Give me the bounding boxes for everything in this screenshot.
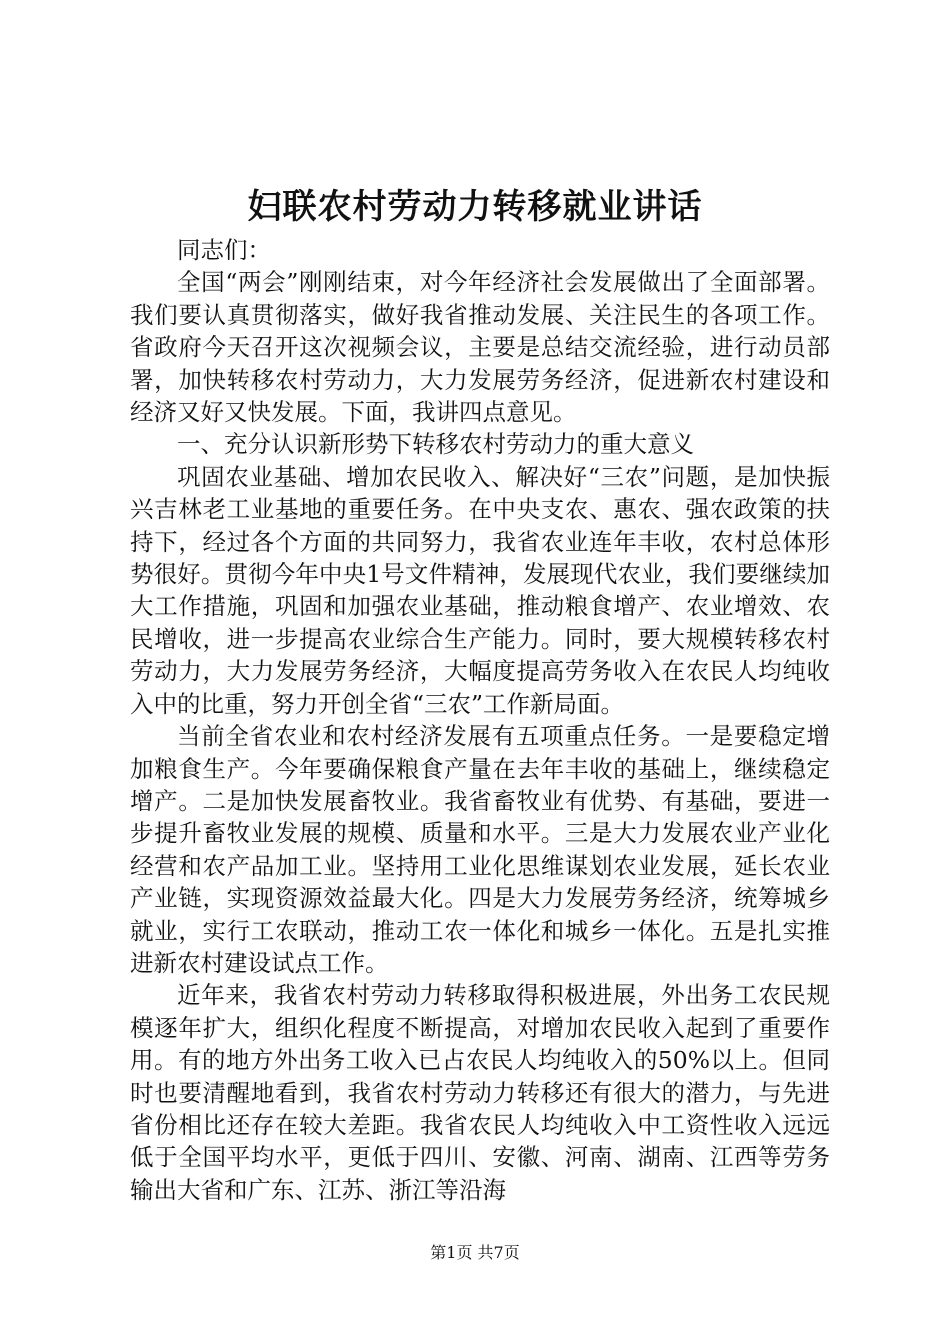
document-title: 妇联农村劳动力转移就业讲话 (247, 187, 703, 227)
document-body (130, 234, 830, 1206)
body-paragraph: 当前全省农业和农村经济发展有五项重点任务。一是要稳定增加粮食生产。今年要确保粮食产量在去年丰收的基础上，继续稳定增产。二是加快发展畜牧业。我省畜牧业有优势、有基础，要进一步提升畜牧业发展的规模、质量和水平。三是大力发展农业产业化经营和农产品加工业。坚持用工业化思维谋划农业发展，延长农业产业链，实现资源效益最大化。四是大力发展劳务经济，统筹城乡就业，实行工农联动，推动工农一体化和城乡一体化。五是扎实推进新农村建设试点工作。 (130, 722, 830, 977)
section-heading: 一、充分认识新形势下转移农村劳动力的重大意义 (177, 430, 694, 459)
intro-paragraph: 全国“两会”刚刚结束，对今年经济社会发展做出了全面部署。我们要认真贯彻落实，做好我省推动发展、关注民生的各项工作。省政府今天召开这次视频会议，主要是总结交流经验，进行动员部署，加快转移农村劳动力，大力发展劳务经济，促进新农村建设和经济又好又快发展。下面，我讲四点意见。 (130, 268, 830, 427)
salutation-paragraph: 同志们： (177, 236, 271, 264)
body-paragraph: 巩固农业基础、增加农民收入、解决好“三农”问题，是加快振兴吉林老工业基地的重要任务。在中央支农、惠农、强农政策的扶持下，经过各个方面的共同努力，我省农业连年丰收，农村总体形势很好。贯彻今年中央1号文件精神，发展现代农业，我们要继续加大工作措施，巩固和加强农业基础，推动粮食增产、农业增效、农民增收，进一步提高农业综合生产能力。同时，要大规模转移农村劳动力，大力发展劳务经济，大幅度提高劳务收入在农民人均纯收入中的比重，努力开创全省“三农”工作新局面。 (130, 462, 830, 718)
body-paragraph: 近年来，我省农村劳动力转移取得积极进展，外出务工农民规模逐年扩大，组织化程度不断提高，对增加农民收入起到了重要作用。有的地方外出务工收入已占农民人均纯收入的50%以上。但同时也要清醒地看到，我省农村劳动力转移还有很大的潜力，与先进省份相比还存在较大差距。我省农民人均纯收入中工资性收入远远低于全国平均水平，更低于四川、安徽、河南、湖南、江西等劳务输出大省和广东、江苏、浙江等沿海 (130, 981, 830, 1204)
page-number-footer: 第1页 共7页 (430, 1243, 520, 1262)
